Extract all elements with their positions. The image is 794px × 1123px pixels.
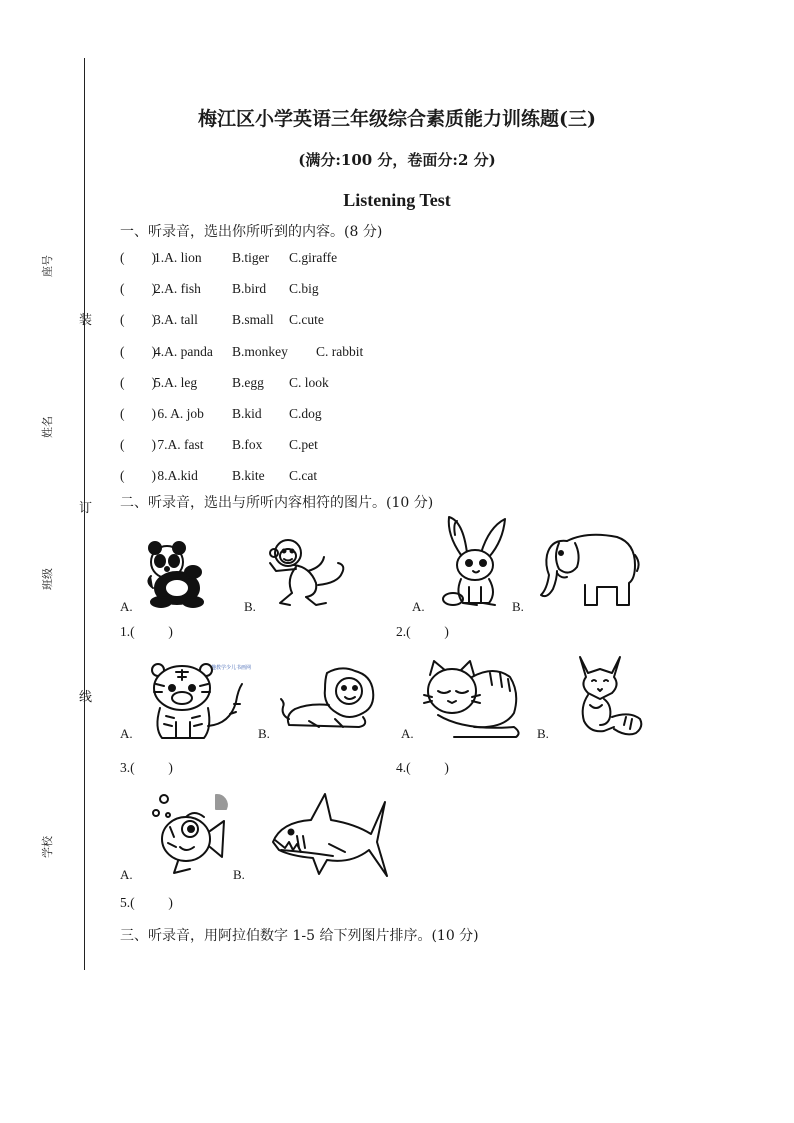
answer-blank[interactable]: 5.( ) [120, 895, 173, 910]
answer-blank[interactable]: 1.( ) [120, 624, 173, 639]
option-b-label: B. [537, 726, 549, 741]
answer-blank[interactable]: ( ) [120, 250, 156, 265]
answer-blank[interactable]: ( ) [120, 281, 156, 296]
option-a-label: A. [120, 867, 133, 882]
monkey-picture[interactable] [266, 537, 352, 609]
question-row: ( )3.A. tall B.small C.cute [120, 312, 324, 327]
question-row: ( )5.A. leg B.egg C. look [120, 375, 329, 390]
option-a-label: A. [401, 726, 414, 741]
exam-subtitle: (满分:100 分，卷面分:2 分) [298, 151, 496, 169]
question-row: ( ) 7.A. fast B.fox C.pet [120, 437, 318, 452]
fish-picture[interactable] [150, 791, 228, 875]
name-label: 姓名 [41, 416, 54, 438]
answer-blank[interactable]: ( ) [120, 468, 156, 483]
question-row: ( )2.A. fish B.bird C.big [120, 281, 319, 296]
answer-blank[interactable]: ( ) [120, 344, 156, 359]
option-b-label: B. [244, 599, 256, 614]
option-b-label: B. [512, 599, 524, 614]
part2-heading: 二、听录音，选出与所听内容相符的图片。(10 分) [120, 495, 434, 511]
class-label: 班级 [41, 568, 54, 590]
question-row: ( )4.A. panda B.monkey C. rabbit [120, 344, 364, 359]
rabbit-picture[interactable] [433, 513, 513, 611]
part1-heading: 一、听录音，选出你所听到的内容。(8 分) [120, 224, 383, 240]
shark-picture[interactable] [267, 790, 389, 882]
tiger-picture[interactable] [146, 662, 252, 742]
answer-blank[interactable]: 3.( ) [120, 760, 173, 775]
answer-blank[interactable]: 2.( ) [396, 624, 449, 639]
option-b-label: B. [233, 867, 245, 882]
seat-number-label: 座号 [41, 255, 54, 277]
option-b-label: B. [258, 726, 270, 741]
answer-blank[interactable]: ( ) [120, 312, 156, 327]
question-row: ( )1.A. lion B.tiger C.giraffe [120, 250, 338, 265]
tiger-watermark: 趣教学少儿书画网 [211, 665, 252, 671]
binding-char-zhuang: 装 [79, 313, 93, 328]
question-row: ( ) 6. A. job B.kid C.dog [120, 406, 322, 421]
fox-picture[interactable] [570, 655, 646, 737]
panda-picture[interactable] [143, 542, 209, 608]
answer-blank[interactable]: 4.( ) [396, 760, 449, 775]
section-title: Listening Test [343, 190, 451, 210]
lion-picture[interactable] [279, 665, 377, 731]
exam-title: 梅江区小学英语三年级综合素质能力训练题(三) [198, 108, 596, 130]
option-a-label: A. [120, 599, 133, 614]
question-row: ( ) 8.A.kid B.kite C.cat [120, 468, 318, 483]
elephant-picture[interactable] [537, 529, 641, 611]
answer-blank[interactable]: ( ) [120, 375, 156, 390]
part3-heading: 三、听录音，用阿拉伯数字 1-5 给下列图片排序。(10 分) [120, 928, 479, 944]
answer-blank[interactable]: ( ) [120, 406, 156, 421]
binding-char-ding: 订 [79, 501, 93, 516]
cat-picture[interactable] [424, 657, 522, 739]
option-a-label: A. [412, 599, 425, 614]
answer-blank[interactable]: ( ) [120, 437, 156, 452]
school-label: 学校 [41, 836, 54, 858]
option-a-label: A. [120, 726, 133, 741]
binding-char-xian: 线 [79, 690, 93, 705]
